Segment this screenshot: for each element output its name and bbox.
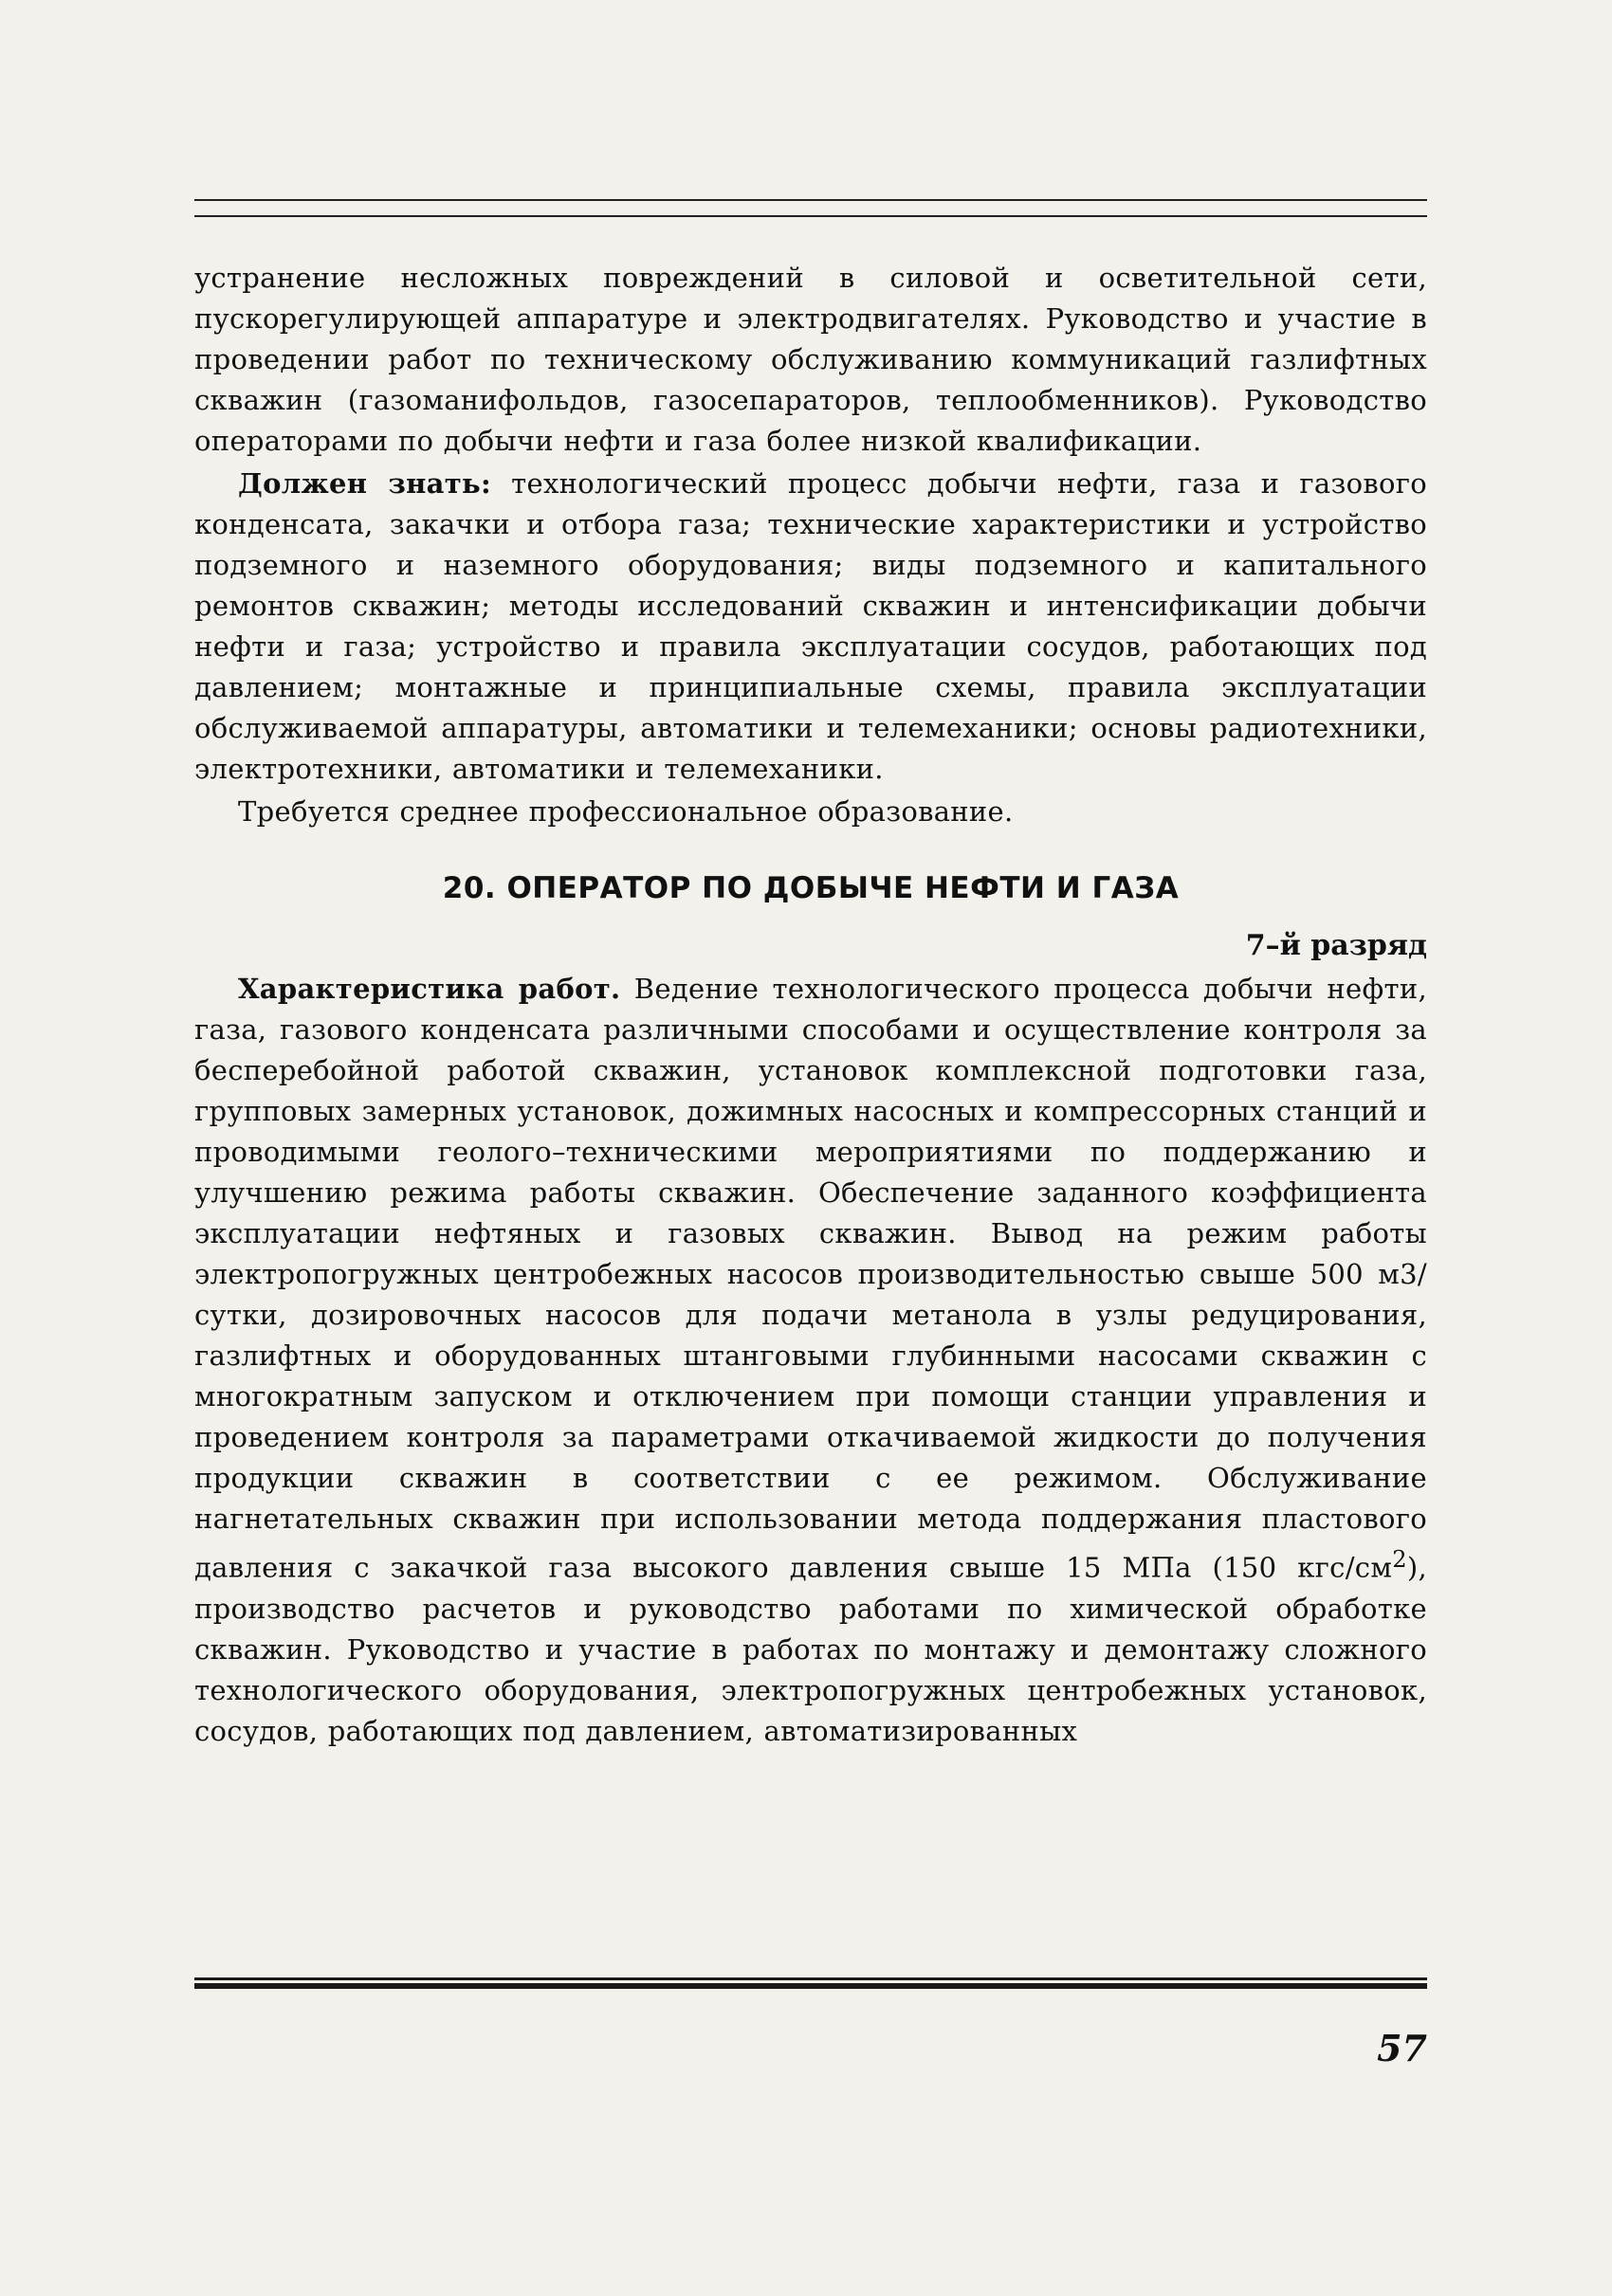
grade-label: 7–й разряд — [1245, 929, 1427, 962]
bottom-rule-thick — [194, 1983, 1427, 1989]
characteristics-lead: Характеристика работ. — [238, 973, 621, 1005]
superscript-two: 2 — [1392, 1546, 1407, 1573]
page-number: 57 — [1377, 2027, 1427, 2069]
continuation-paragraph: устранение несложных повреждений в силовой и осветительной сети, пускорегулирующей аппаратуре и электродвигателях. Руководство и участие в проведении работ по техническому обслуживанию коммуникаций газлифтных скважин (газоманифольдов, газосепараторов, теплообменников). Руководство операторами по добычи нефти и газа более низкой квалификации. — [194, 262, 1427, 457]
must-know-text: технологический процесс добычи нефти, газа и газового конденсата, закачки и отбора газа; технические характеристики и устройство подземного и наземного оборудования; виды подземного и капитального ремонтов скважин; методы исследований скважин и интенсификации добычи нефти и газа; устройство и правила эксплуатации сосудов, работающих под давлением; монтажные и принципиальные схемы, правила эксплуатации обслуживаемой аппаратуры, автоматики и телемеханики; основы радиотехники, электротехники, автоматики и телемеханики. — [194, 467, 1427, 785]
must-know-paragraph — [194, 464, 1427, 790]
education-paragraph: Требуется среднее профессиональное образование. — [238, 795, 1014, 828]
top-rule-second — [194, 215, 1427, 217]
page-content — [194, 258, 1427, 1752]
book-page — [194, 190, 1427, 2105]
section-heading: 20. ОПЕРАТОР ПО ДОБЫЧЕ НЕФТИ И ГАЗА — [442, 871, 1180, 905]
characteristics-text-part2: ), производство расчетов и руководство работами по химической обработке скважин. Руководство и участие в работах по монтажу и демонтажу сложного технологического оборудования, электропогружных центробежных установок, сосудов, работающих под давлением, автоматизированных — [194, 1551, 1427, 1747]
top-rule-thin — [194, 199, 1427, 201]
characteristics-paragraph — [194, 969, 1427, 1752]
bottom-rule-thin — [194, 1977, 1427, 1980]
must-know-lead: Должен знать: — [238, 467, 492, 500]
characteristics-text-part1: Ведение технологического процесса добычи нефти, газа, газового конденсата различными способами и осуществление контроля за бесперебойной работой скважин, установок комплексной подготовки газа, групповых замерных установок, дожимных насосных и компрессорных станций и проводимыми геолого–техническими мероприятиями по поддержанию и улучшению режима работы скважин. Обеспечение заданного коэффициента эксплуатации нефтяных и газовых скважин. Вывод на режим работы электропогружных центробежных насосов производительностью свыше 500 м3/сутки, дозировочных насосов для подачи метанола в узлы редуцирования, газлифтных и оборудованных штанговыми глубинными насосами скважин с многократным запуском и отключением при помощи станции управления и проведением контроля за параметрами откачиваемой жидкости до получения продукции скважин в соответствии с ее режимом. Обслуживание нагнетательных скважин при использовании метода поддержания пластового давления с закачкой газа высокого давления свыше 15 МПа (150 кгс/см — [194, 973, 1427, 1584]
